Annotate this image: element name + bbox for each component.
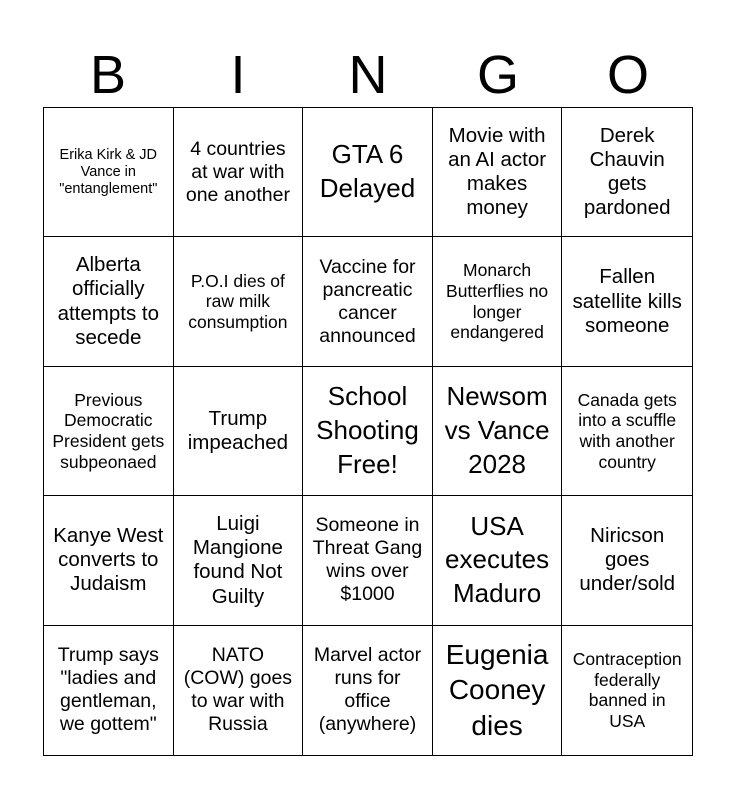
- bingo-cell-r5-c4[interactable]: Eugenia Cooney dies: [433, 626, 563, 755]
- bingo-cell-r2-c4[interactable]: Monarch Butterflies no longer endangered: [433, 237, 563, 366]
- bingo-cell-r1-c2[interactable]: 4 countries at war with one another: [174, 108, 304, 237]
- header-letter-o: O: [606, 45, 649, 105]
- bingo-grid: [43, 107, 693, 756]
- bingo-cell-r1-c4[interactable]: Movie with an AI actor makes money: [433, 108, 563, 237]
- header-letter-g: G: [476, 45, 519, 105]
- bingo-cell-r5-c3[interactable]: Marvel actor runs for office (anywhere): [303, 626, 433, 755]
- bingo-cell-r4-c1[interactable]: Kanye West converts to Judaism: [44, 496, 174, 625]
- bingo-cell-r2-c2[interactable]: P.O.I dies of raw milk consumption: [174, 237, 304, 366]
- bingo-cell-r2-c3[interactable]: Vaccine for pancreatic cancer announced: [303, 237, 433, 366]
- bingo-cell-r2-c1[interactable]: Alberta officially attempts to secede: [44, 237, 174, 366]
- bingo-cell-r4-c5[interactable]: Niricson goes under/sold: [562, 496, 692, 625]
- bingo-cell-r1-c3[interactable]: GTA 6 Delayed: [303, 108, 433, 237]
- bingo-cell-r2-c5[interactable]: Fallen satellite kills someone: [562, 237, 692, 366]
- bingo-cell-r3-c2[interactable]: Trump impeached: [174, 367, 304, 496]
- bingo-cell-r3-c5[interactable]: Canada gets into a scuffle with another country: [562, 367, 692, 496]
- bingo-cell-r4-c3[interactable]: Someone in Threat Gang wins over $1000: [303, 496, 433, 625]
- bingo-cell-r5-c5[interactable]: Contraception federally banned in USA: [572, 649, 682, 731]
- bingo-header: [43, 44, 693, 106]
- bingo-cell-r4-c2[interactable]: Luigi Mangione found Not Guilty: [174, 496, 304, 625]
- bingo-cell-r1-c1[interactable]: Erika Kirk & JD Vance in "entanglement": [44, 108, 174, 237]
- bingo-cell-r4-c4[interactable]: USA executes Maduro: [433, 496, 563, 625]
- bingo-cell-r5-c1[interactable]: Trump says "ladies and gentleman, we gottem": [44, 626, 174, 755]
- bingo-cell-r3-c4[interactable]: Newsom vs Vance 2028: [433, 367, 563, 496]
- header-letter-i: I: [230, 45, 246, 105]
- bingo-cell-r5-c2[interactable]: NATO (COW) goes to war with Russia: [174, 626, 304, 755]
- header-letter-n: N: [348, 45, 388, 105]
- bingo-cell-r3-c1[interactable]: Previous Democratic President gets subpeonaed: [44, 367, 174, 496]
- bingo-cell-r3-c3[interactable]: School Shooting Free!: [303, 367, 433, 496]
- bingo-cell-r1-c5[interactable]: Derek Chauvin gets pardoned: [562, 108, 692, 237]
- header-letter-b: B: [89, 45, 127, 105]
